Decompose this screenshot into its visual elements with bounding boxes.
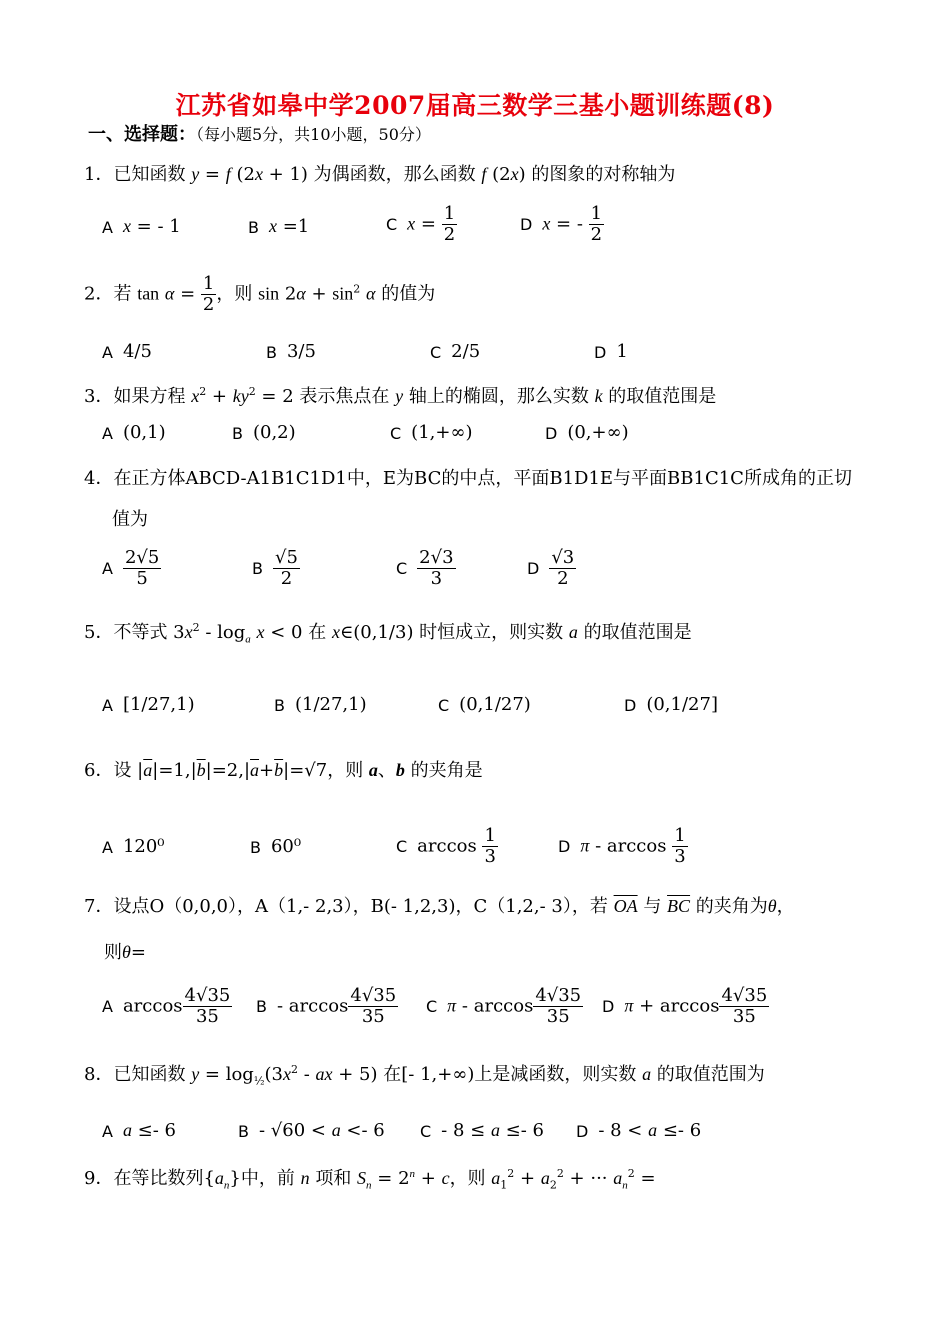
q3-option-c[interactable]: C (1,+∞) — [390, 422, 473, 443]
q7-option-b[interactable]: B - arccos $\frac{4√35}{35}$ — [256, 985, 397, 1027]
q5-option-b[interactable]: B (1/27,1) — [274, 694, 367, 715]
section-note: （每小题5分，共10小题，50分） — [196, 125, 431, 144]
q5-option-c[interactable]: C (0,1/27) — [438, 694, 531, 715]
section-label: 一、选择题： — [88, 124, 196, 145]
q6-option-c[interactable]: C arccos $\frac{1}{3}$ — [396, 825, 496, 867]
q1-option-b[interactable]: B x =1 — [248, 216, 310, 237]
question-1: 1．已知函数 y = f (2x + 1) 为偶函数，那么函数 f (2x) 的图象的对称轴为 — [84, 164, 676, 185]
q6-option-d[interactable]: D π - arccos $\frac{1}{3}$ — [558, 825, 686, 867]
q2-option-d[interactable]: D 1 — [594, 341, 628, 362]
q8-option-b[interactable]: B - √60 < a <- 6 — [238, 1120, 385, 1141]
q8-option-a[interactable]: A a ≤- 6 — [102, 1120, 177, 1141]
question-4-cont: 值为 — [112, 509, 148, 530]
q6-option-b[interactable]: B 60⁰ — [250, 836, 302, 857]
q3-option-a[interactable]: A (0,1) — [102, 422, 166, 443]
q1-option-d[interactable]: D x = - $\frac{1}{2}$ — [520, 203, 603, 245]
question-7-cont: 则θ= — [104, 942, 146, 963]
q7-option-c[interactable]: C π - arccos $\frac{4√35}{35}$ — [426, 985, 582, 1027]
question-5: 5．不等式 $3x^2 - \log_a x < 0$ 在 x∈(0,1/3) 时恒成立，则实数 a 的取值范围是 — [84, 621, 692, 646]
q2-option-a[interactable]: A 4/5 — [102, 341, 152, 362]
question-2: 2．若 tan α = $\frac{1}{2}$ ，则 $\sin 2\alpha + \sin^2 \alpha$ 的值为 — [84, 273, 436, 315]
q7-option-a[interactable]: A arccos $\frac{4√35}{35}$ — [102, 985, 231, 1027]
question-3: 3．如果方程 $x^2 + ky^2 = 2$ 表示焦点在 y 轴上的椭圆，那么实数 k 的取值范围是 — [84, 385, 717, 407]
question-9: 9．在等比数列$\{a_n\}$中，前 n 项和 $S_n = 2^n + c$，则 $a_1^2 + a_2^2$ + ··· $a_n^2$ = — [84, 1167, 656, 1192]
question-4: 4．在正方体ABCD-A1B1C1D1中，E为BC的中点，平面B1D1E与平面BB1C1C所成角的正切 — [84, 468, 852, 489]
q8-option-c[interactable]: C - 8 ≤ a ≤- 6 — [420, 1120, 545, 1141]
q2-option-b[interactable]: B 3/5 — [266, 341, 316, 362]
q1-option-a[interactable]: A x = - 1 — [102, 216, 181, 237]
q5-option-a[interactable]: A [1/27,1) — [102, 694, 195, 715]
page-title: 江苏省如皋中学2007届高三数学三基小题训练题(8) — [175, 91, 775, 120]
question-7: 7．设点O（0,0,0），A（1,- 2,3），B(- 1,2,3)，C（1,2,- 3），若 $\overline{OA}$ 与 $\overline{BC}$ 的夹角为θ， — [84, 896, 795, 917]
question-6: 6．设 $|\overline{a}|=1,|\overline{b}|=2,|\overline{a}+\overline{b}|=√7$，则 a、b 的夹角是 — [84, 760, 483, 781]
q4-option-a[interactable]: A $\frac{2√5}{5}$ — [102, 547, 160, 589]
q4-option-c[interactable]: C $\frac{2√3}{3}$ — [396, 547, 454, 589]
question-8: 8．已知函数 $y = \log_{\frac{1}{2}}(3x^2$ - ax + 5) 在[- 1,+∞)上是减函数，则实数 a 的取值范围为 — [84, 1063, 765, 1088]
section-heading — [88, 120, 431, 146]
q8-option-d[interactable]: D - 8 < a ≤- 6 — [576, 1120, 702, 1141]
q3-option-d[interactable]: D (0,+∞) — [545, 422, 629, 443]
q3-option-b[interactable]: B (0,2) — [232, 422, 296, 443]
q6-option-a[interactable]: A 120⁰ — [102, 836, 165, 857]
q1-option-c[interactable]: C x = $\frac{1}{2}$ — [386, 203, 456, 245]
q4-option-b[interactable]: B $\frac{√5}{2}$ — [252, 547, 298, 589]
q7-option-d[interactable]: D π + arccos $\frac{4√35}{35}$ — [602, 985, 768, 1027]
q5-option-d[interactable]: D (0,1/27] — [624, 694, 718, 715]
q4-option-d[interactable]: D $\frac{√3}{2}$ — [527, 547, 575, 589]
q2-option-c[interactable]: C 2/5 — [430, 341, 481, 362]
